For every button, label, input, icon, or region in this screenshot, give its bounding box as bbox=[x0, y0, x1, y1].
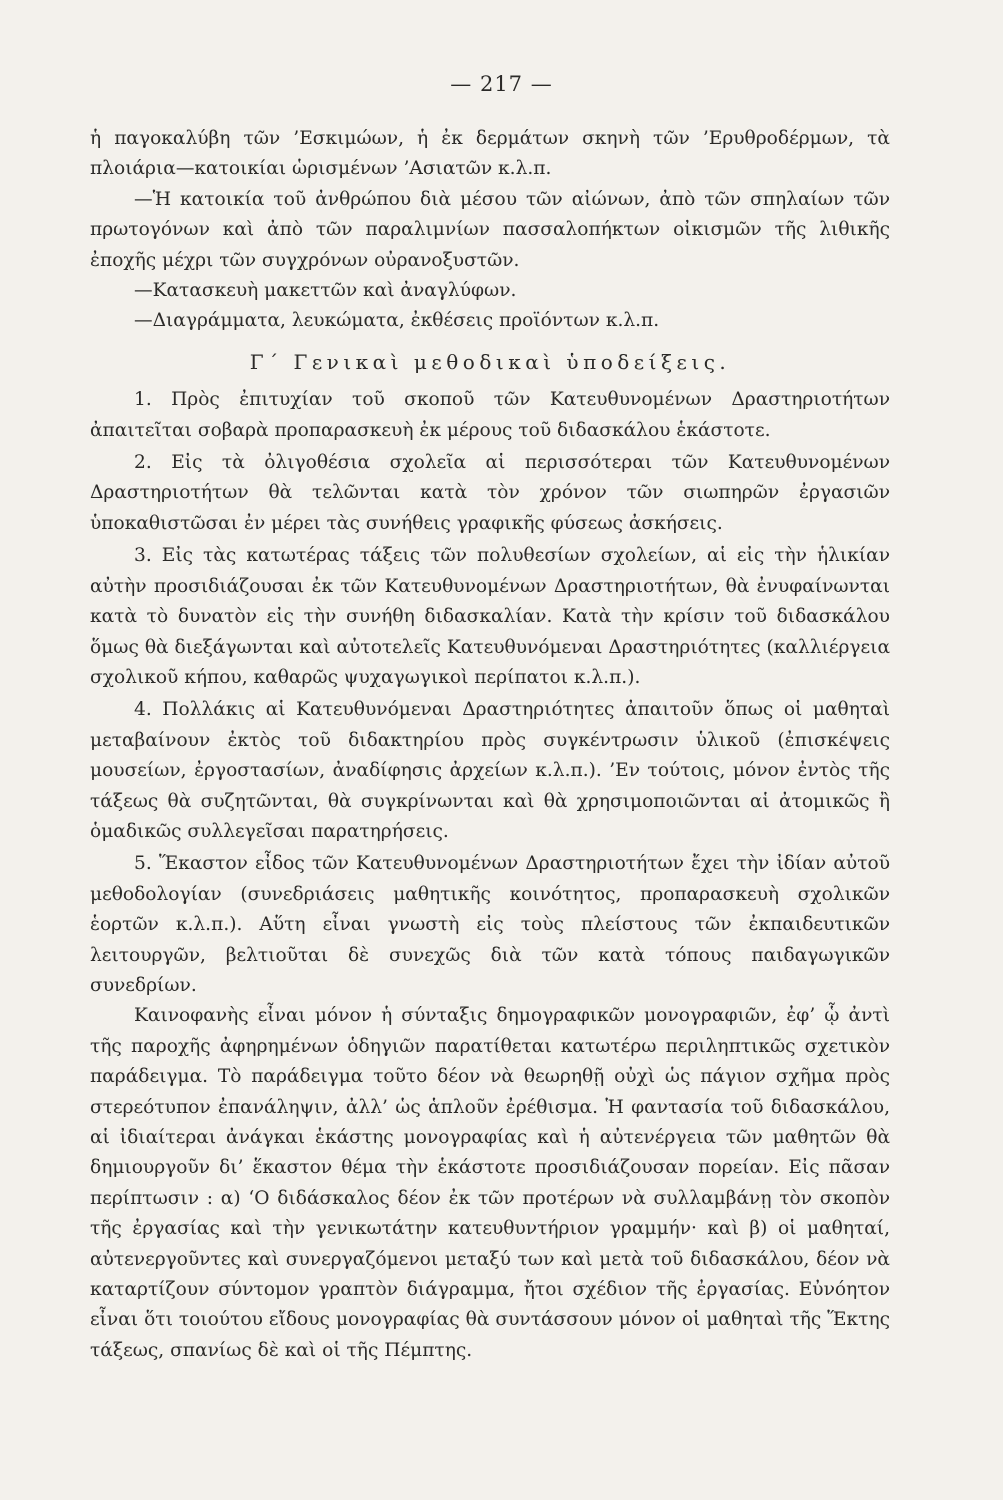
numbered-paragraph-2: 2. Εἰς τὰ ὀλιγοθέσια σχολεῖα αἱ περισσότεραι τῶν Κατευθυνομένων Δραστηριοτήτων θὰ τελῶνται κατὰ τὸν χρόνον τῶν σιωπηρῶν ἐργασιῶν ὑποκαθιστῶσαι ἐν μέρει τὰς συνήθεις γραφικῆς φύσεως ἀσκήσεις. bbox=[90, 452, 890, 534]
numbered-paragraph-1: 1. Πρὸς ἐπιτυχίαν τοῦ σκοποῦ τῶν Κατευθυνομένων Δραστηριοτήτων ἀπαιτεῖται σοβαρὰ προπαρασκευὴ ἐκ μέρους τοῦ διδασκάλου ἑκάστοτε. bbox=[90, 389, 890, 441]
dash-item-dwellings: —Ἡ κατοικία τοῦ ἀνθρώπου διὰ μέσου τῶν αἰώνων, ἀπὸ τῶν σπηλαίων τῶν πρωτογόνων καὶ ἀπὸ τῶν παραλιμνίων πασσαλοπήκτων οἰκισμῶν τῆς λιθικῆς ἐποχῆς μέχρι τῶν συγχρόνων οὐρανοξυστῶν. bbox=[90, 188, 890, 271]
numbered-paragraph-5: 5. Ἕκαστον εἶδος τῶν Κατευθυνομένων Δραστηριοτήτων ἔχει τὴν ἰδίαν αὐτοῦ μεθοδολογίαν (συνεδριάσεις μαθητικῆς κοινότητος, προπαρασκευὴ σχολικῶν ἑορτῶν κ.λ.π.). Αὕτη εἶναι γνωστὴ εἰς τοὺς πλείστους τῶν ἐκπαιδευτικῶν λειτουργῶν, βελτιοῦται δὲ συνεχῶς διὰ τῶν κατὰ τόπους παιδαγωγικῶν συνεδρίων. bbox=[90, 853, 890, 996]
numbered-paragraph-4: 4. Πολλάκις αἱ Κατευθυνόμεναι Δραστηριότητες ἀπαιτοῦν ὅπως οἱ μαθηταὶ μεταβαίνουν ἐκτὸς τοῦ διδακτηρίου πρὸς συγκέντρωσιν ὑλικοῦ (ἐπισκέψεις μουσείων, ἐργοστασίων, ἀναδίφησις ἀρχείων κ.λ.π.). ’Εν τούτοις, μόνον ἐντὸς τῆς τάξεως θὰ συζητῶνται, θὰ συγκρίνωνται καὶ θὰ χρησιμοποιῶνται αἱ ἀτομικῶς ἢ ὁμαδικῶς συλλεγεῖσαι παρατηρήσεις. bbox=[90, 699, 890, 842]
dash-item-models: —Κατασκευὴ μακεττῶν καὶ ἀναγλύφων. bbox=[134, 280, 517, 302]
closing-paragraph: Καινοφανὴς εἶναι μόνον ἡ σύνταξις δημογραφικῶν μονογραφιῶν, ἐφ’ ᾧ ἀντὶ τῆς παροχῆς ἀφηρημένων ὁδηγιῶν παρατίθεται κατωτέρω περιληπτικῶς σχετικὸν παράδειγμα. Τὸ παράδειγμα τοῦτο δέον νὰ θεωρηθῇ οὐχὶ ὡς πάγιον σχῆμα πρὸς στερεότυπον ἐπανάληψιν, ἀλλ’ ὡς ἁπλοῦν ἐρέθισμα. Ἡ φαντασία τοῦ διδασκάλου, αἱ ἰδιαίτεραι ἀνάγκαι ἑκάστης μονογραφίας καὶ ἡ αὐτενέργεια τῶν μαθητῶν θὰ δημιουργοῦν δι’ ἕκαστον θέμα τὴν ἑκάστοτε προσιδιάζουσαν πορείαν. Εἰς πᾶσαν περίπτωσιν : α) ‘Ο διδάσκαλος δέον ἐκ τῶν προτέρων νὰ συλλαμβάνῃ τὸν σκοπὸν τῆς ἐργασίας καὶ τὴν γενικωτάτην κατευθυντήριον γραμμήν· καὶ β) οἱ μαθηταί, αὐτενεργοῦντες καὶ συνεργαζόμενοι μεταξύ των καὶ μετὰ τοῦ διδασκάλου, δέον νὰ καταρτίζουν σύντομον γραπτὸν διάγραμμα, ἤτοι σχέδιον τῆς ἐργασίας. Εὐνόητον εἶναι ὅτι τοιούτου εἴδους μονογραφίας θὰ συντάσσουν μόνον οἱ μαθηταὶ τῆς Ἕκτης τάξεως, σπανίως δὲ καὶ οἱ τῆς Πέμπτης. bbox=[90, 1005, 890, 1361]
numbered-paragraph-3: 3. Εἰς τὰς κατωτέρας τάξεις τῶν πολυθεσίων σχολείων, αἱ εἰς τὴν ἡλικίαν αὐτὴν προσιδιάζουσαι ἐκ τῶν Κατευθυνομένων Δραστηριοτήτων, θὰ ἐνυφαίνωνται κατὰ τὸ δυνατὸν εἰς τὴν συνήθη διδασκαλίαν. Κατὰ τὴν κρίσιν τοῦ διδασκάλου ὅμως θὰ διεξάγωνται καὶ αὐτοτελεῖς Κατευθυνόμεναι Δραστηριότητες (καλλιέργεια σχολικοῦ κήπου, καθαρῶς ψυχαγωγικοὶ περίπατοι κ.λ.π.). bbox=[90, 545, 890, 688]
page-number: — 217 — bbox=[450, 72, 553, 96]
section-heading: Γ΄ Γενικαὶ μεθοδικαὶ ὑποδείξεις. bbox=[249, 349, 731, 374]
dash-item-diagrams: —Διαγράμματα, λευκώματα, ἐκθέσεις προϊόντων κ.λ.π. bbox=[134, 310, 660, 332]
page-body bbox=[90, 124, 890, 1366]
intro-paragraph: ἡ παγοκαλύβη τῶν ’Εσκιμώων, ἡ ἐκ δερμάτων σκηνὴ τῶν ’Ερυθροδέρμων, τὰ πλοιάρια—κατοικίαι ὡρισμένων ’Ασιατῶν κ.λ.π. bbox=[90, 128, 890, 180]
